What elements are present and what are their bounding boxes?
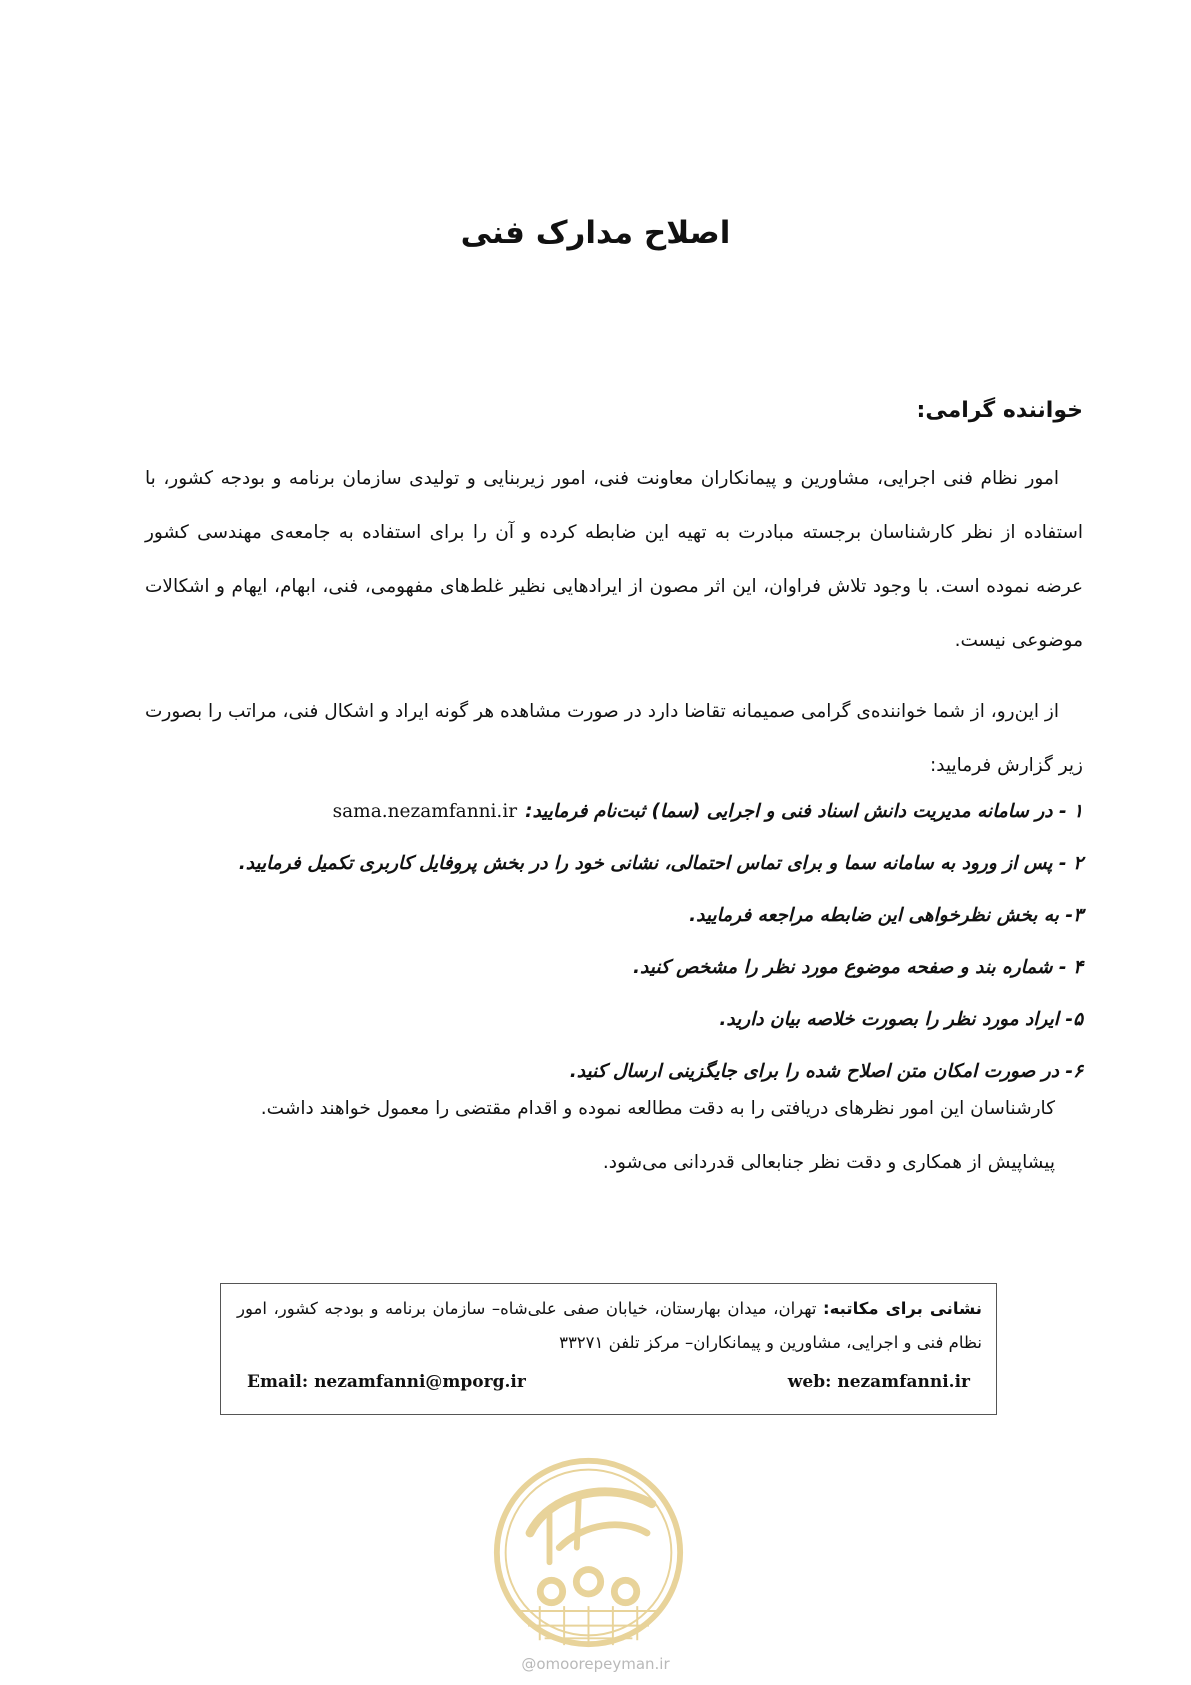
watermark-handle: @omoorepeyman.ir [521, 1655, 670, 1673]
intro-paragraph [145, 452, 1083, 668]
step-text: ۵- ایراد مورد نظر را بصورت خلاصه بیان دارید. [719, 1009, 1083, 1030]
email-link[interactable]: Email: nezamfanni@mporg.ir [247, 1372, 526, 1392]
contact-address-text: تهران، میدان بهارستان، خیابان صفی علی‌شاه– سازمان برنامه و بودجه کشور، امور نظام فنی و اجرایی، مشاورین و پیمانکاران– مرکز تلفن ۳۳۲۷۱ [237, 1299, 982, 1352]
sama-url-link[interactable]: sama.nezamfanni.ir [332, 801, 518, 822]
list-item [123, 994, 1083, 1046]
report-steps-list [123, 786, 1083, 1098]
omoore-peyman-logo [491, 1455, 686, 1650]
list-item [123, 838, 1083, 890]
website-link[interactable]: web: nezamfanni.ir [787, 1372, 970, 1392]
thanks-line: پیشاپیش از همکاری و دقت نظر جنابعالی قدردانی می‌شود. [602, 1152, 1055, 1173]
paragraph-line: استفاده از نظر کارشناسان برجسته مبادرت به تهیه این ضابطه کرده و آن را برای استفاده به جامعه‌ی مهندسی کشور [145, 522, 1083, 543]
list-item [123, 786, 1083, 838]
salutation-heading: خواننده گرامی: [916, 398, 1083, 423]
step-text: ۱ - در سامانه مدیریت دانش اسناد فنی و اجرایی (سما) ثبت‌نام فرمایید: [525, 801, 1083, 822]
list-item [123, 1046, 1083, 1098]
contact-label: نشانی برای مکاتبه: [823, 1299, 982, 1318]
list-item [123, 942, 1083, 994]
paragraph-line: عرضه نموده است. با وجود تلاش فراوان، این اثر مصون از ایرادهایی نظیر غلط‌های مفهومی، فنی، ابهام، ایهام و اشکالات [145, 576, 1083, 597]
contact-box [220, 1283, 997, 1415]
paragraph-line: از این‌رو، از شما خواننده‌ی گرامی صمیمانه تقاضا دارد در صورت مشاهده هر گونه ایراد و اشکال فنی، مراتب را [208, 701, 1059, 722]
page-title: اصلاح مدارک فنی [460, 215, 731, 251]
request-paragraph [145, 685, 1083, 793]
step-text: ۳- به بخش نظرخواهی این ضابطه مراجعه فرمایید. [689, 905, 1083, 926]
step-text: ۶- در صورت امکان متن اصلاح شده را برای جایگزینی ارسال کنید. [569, 1061, 1083, 1082]
paragraph-line: امور نظام فنی اجرایی، مشاورین و پیمانکاران معاونت فنی، امور زیربنایی و تولیدی سازمان برنامه و بودجه کشور، با [145, 468, 1059, 489]
step-text: ۴ - شماره بند و صفحه موضوع مورد نظر را مشخص کنید. [633, 957, 1083, 978]
list-item [123, 890, 1083, 942]
paragraph-line: بصورت زیر گزارش فرمایید: [145, 701, 1083, 776]
closing-line: کارشناسان این امور نظرهای دریافتی را به دقت مطالعه نموده و اقدام مقتضی را معمول خواهند داشت. [260, 1098, 1055, 1119]
contact-address [237, 1292, 982, 1360]
paragraph-line: موضوعی نیست. [954, 630, 1083, 651]
step-text: ۲ - پس از ورود به سامانه سما و برای تماس احتمالی، نشانی خود را در بخش پروفایل کاربری تکمیل فرمایید. [238, 853, 1083, 874]
